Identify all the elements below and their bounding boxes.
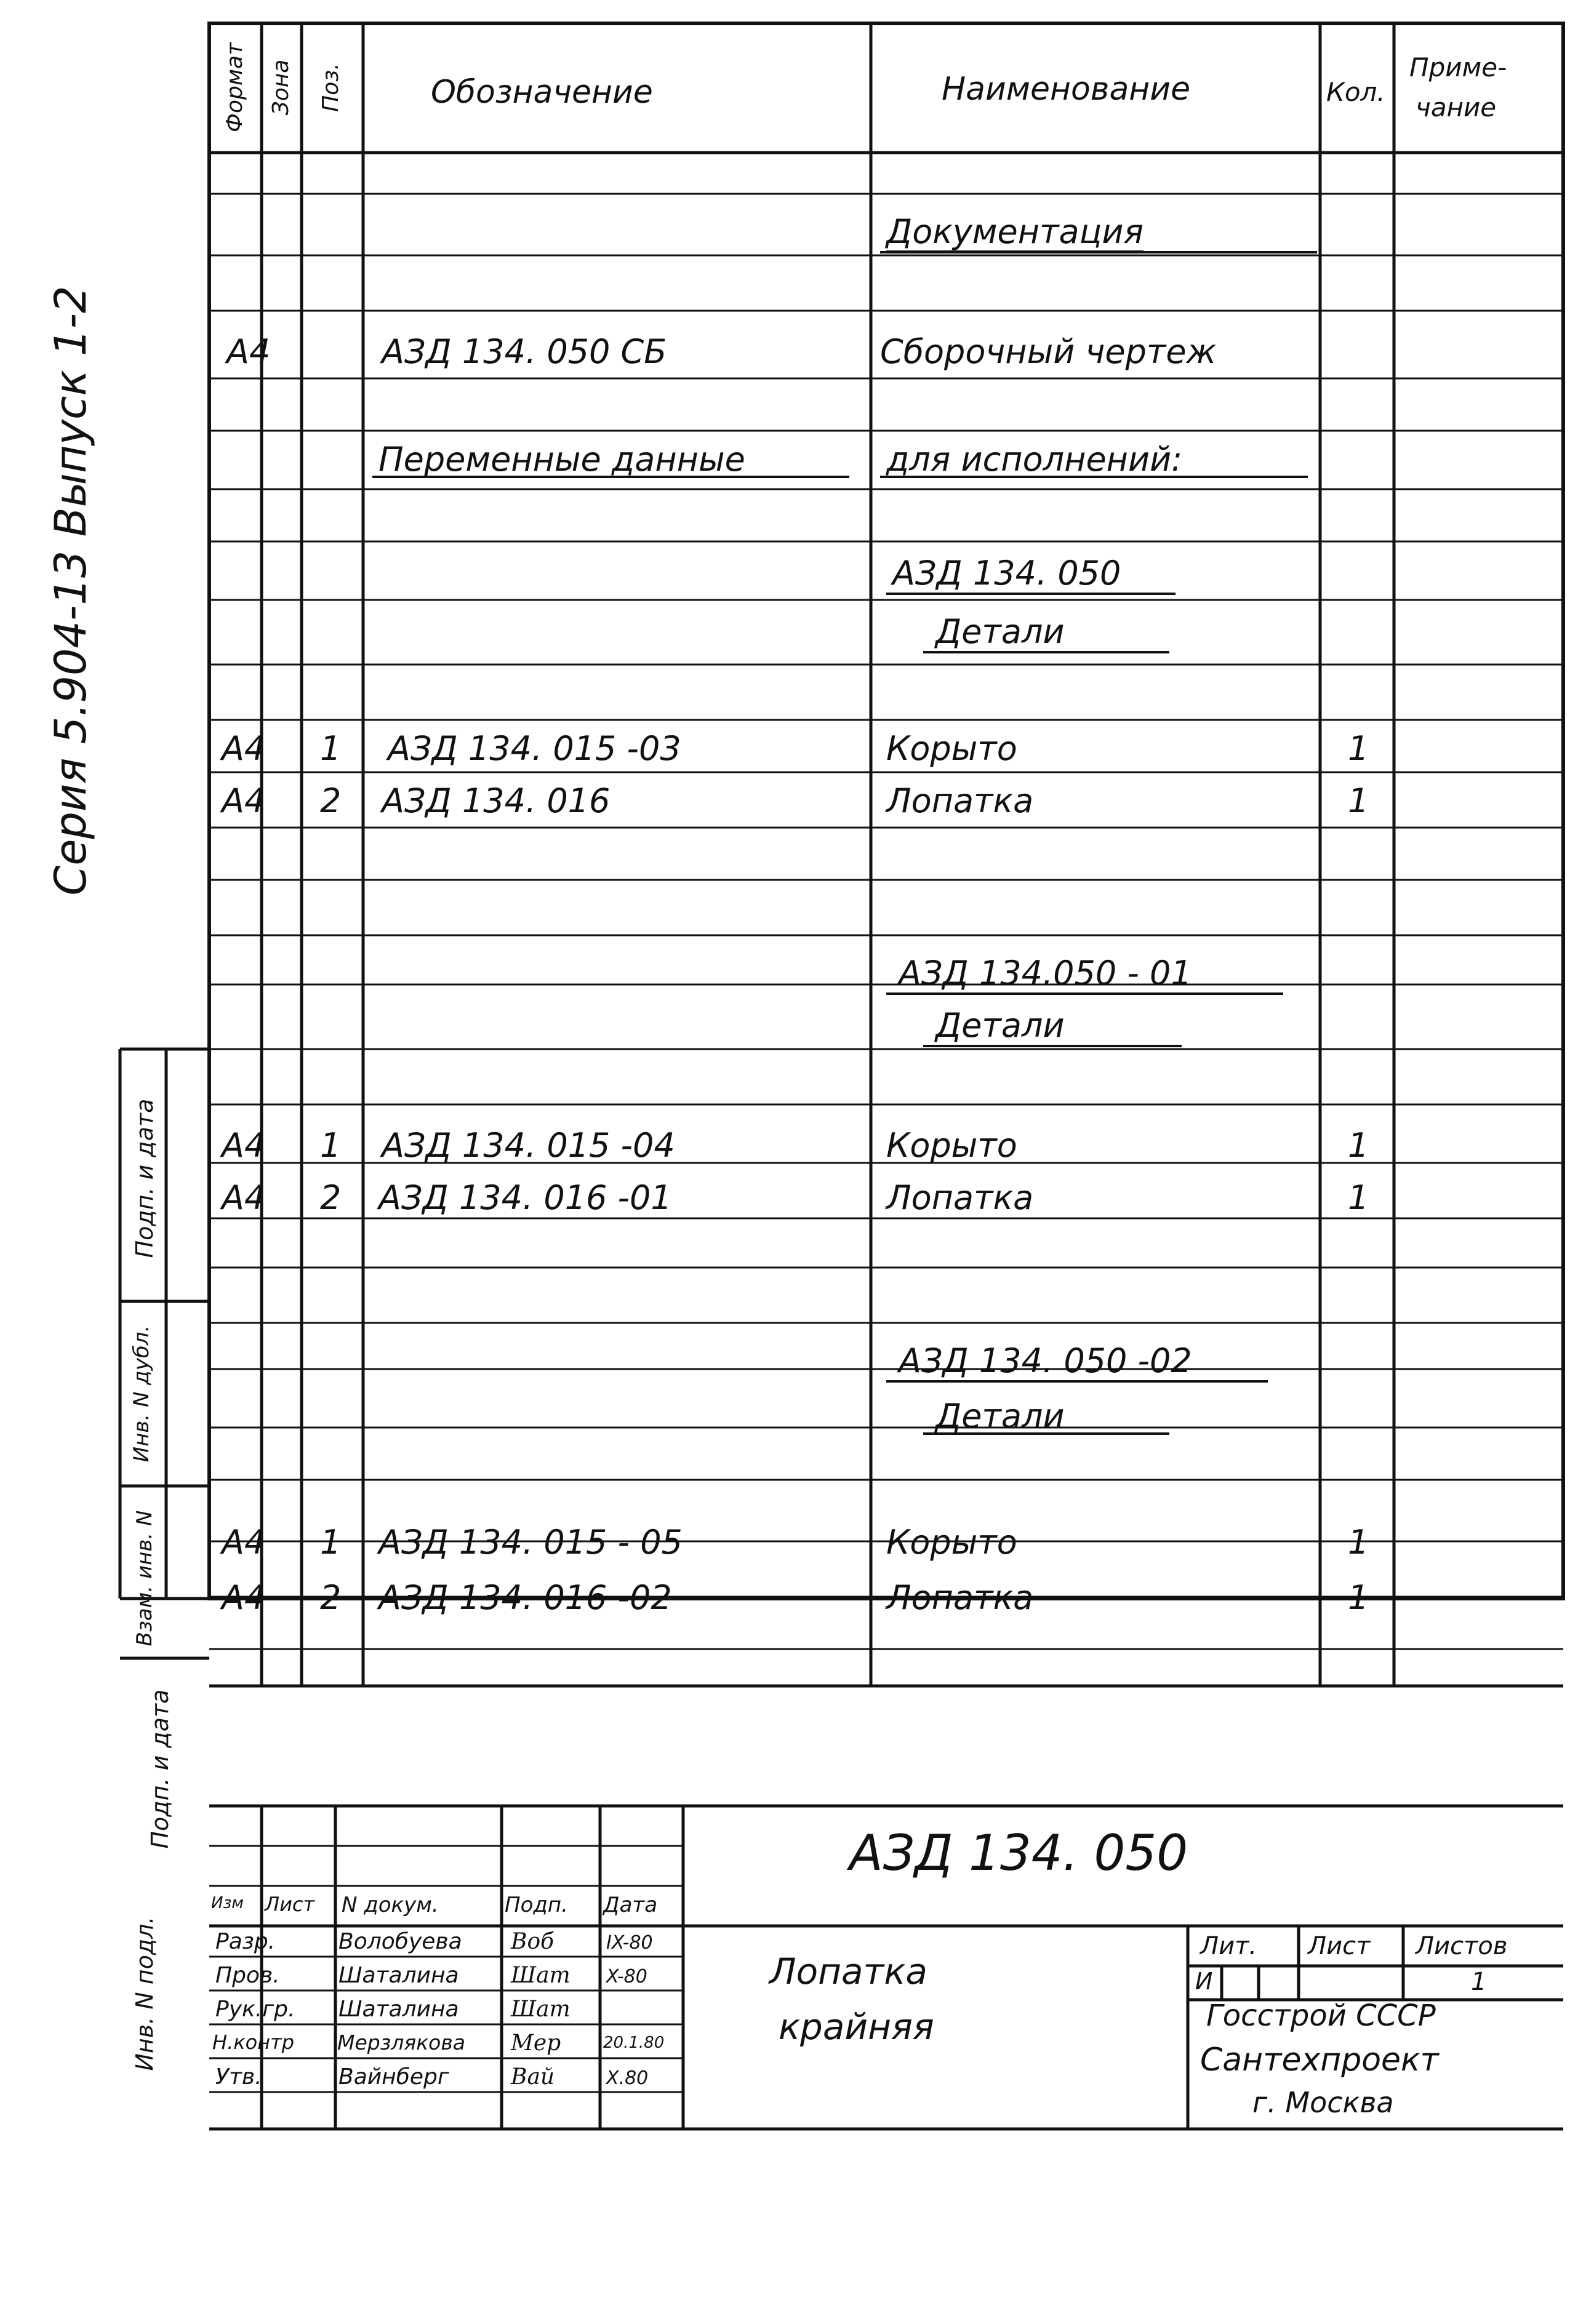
person-sign: Шат	[511, 1963, 571, 1988]
doc-designation: АЗД 134. 050 СБ	[382, 332, 667, 371]
org-line-3: г. Москва	[1252, 2086, 1394, 2119]
variant2-r2-designation: АЗД 134. 016 -02	[378, 1578, 672, 1617]
person-role: Рук.гр.	[215, 1997, 295, 2022]
variant1-r2-name: Лопатка	[886, 1178, 1034, 1217]
tb-sheets-label: Листов	[1416, 1932, 1508, 1960]
header-pos: Поз.	[318, 63, 343, 112]
title-line-1: Лопатка	[769, 1951, 927, 1992]
header-note-2: чание	[1416, 92, 1497, 122]
variant2-r2-pos: 2	[320, 1578, 342, 1617]
tb-lit-value: И	[1195, 1968, 1213, 1995]
variant0-r1-designation: АЗД 134. 015 -03	[388, 729, 681, 768]
variant1-title: АЗД 134.050 - 01	[899, 954, 1192, 992]
margin-sign-date-2: Подп. и дата	[146, 1689, 174, 1849]
tb-col-change: Изм	[211, 1894, 244, 1912]
variant0-r1-name: Корыто	[886, 729, 1017, 768]
person-sign: Мер	[511, 2031, 561, 2056]
person-sign: Шат	[511, 1997, 571, 2022]
variant1-r1-name: Корыто	[886, 1126, 1017, 1165]
variant2-r2-qty: 1	[1348, 1578, 1369, 1617]
doc-name: Сборочный чертеж	[880, 332, 1217, 371]
person-sign: Воб	[511, 1929, 555, 1954]
margin-sign-date-1: Подп. и дата	[131, 1098, 158, 1258]
person-date: IX-80	[606, 1932, 653, 1954]
person-name: Мерзлякова	[337, 2031, 466, 2054]
person-role: Пров.	[215, 1963, 280, 1988]
variant1-r1-qty: 1	[1348, 1126, 1369, 1165]
person-name: Волобуева	[338, 1929, 462, 1954]
variant1-r2-pos: 2	[320, 1178, 342, 1217]
margin-swap-inv: Взам. инв. N	[132, 1510, 157, 1647]
person-date: 20.1.80	[603, 2034, 665, 2052]
header-zone: Зона	[268, 59, 294, 116]
heading-underlines	[372, 252, 1317, 1434]
variant1-r2-format: А4	[222, 1178, 266, 1217]
tb-col-docnum: N докум.	[342, 1893, 439, 1917]
header-name: Наименование	[942, 71, 1191, 108]
variant1-r1-format: А4	[222, 1126, 266, 1165]
variant1-r2-qty: 1	[1348, 1178, 1369, 1217]
variant0-r1-format: А4	[222, 729, 266, 768]
variant0-r2-format: А4	[222, 781, 266, 820]
org-line-1: Госстрой СССР	[1206, 1999, 1436, 2033]
variant0-r2-pos: 2	[320, 781, 342, 820]
variant0-sub: Детали	[935, 612, 1065, 651]
margin-inv-no: Инв. N подл.	[131, 1916, 158, 2071]
person-role: Н.контр	[212, 2031, 295, 2054]
variant2-r2-format: А4	[222, 1578, 266, 1617]
section-variable-left: Переменные данные	[378, 440, 745, 479]
tb-sheet-label: Лист	[1308, 1932, 1371, 1960]
variant1-r2-designation: АЗД 134. 016 -01	[378, 1178, 672, 1217]
variant0-r1-qty: 1	[1348, 729, 1369, 768]
margin-inv-dup: Инв. N дубл.	[129, 1325, 154, 1463]
tb-sheets-value: 1	[1471, 1968, 1487, 1996]
header-format: Формат	[222, 42, 247, 133]
variant0-r1-pos: 1	[320, 729, 342, 768]
person-sign: Вай	[511, 2064, 555, 2090]
doc-code: АЗД 134. 050	[849, 1824, 1188, 1882]
variant0-r2-qty: 1	[1348, 781, 1369, 820]
series-label: Серия 5.904-13 Выпуск 1-2	[46, 286, 96, 896]
variant1-r1-designation: АЗД 134. 015 -04	[382, 1126, 675, 1165]
person-role: Утв.	[215, 2064, 262, 2090]
person-role: Разр.	[215, 1929, 276, 1954]
variant0-title: АЗД 134. 050	[892, 554, 1121, 593]
tb-lit-label: Лит.	[1200, 1932, 1257, 1960]
header-qty: Кол.	[1326, 77, 1385, 107]
tb-col-date: Дата	[603, 1893, 658, 1917]
variant2-r1-qty: 1	[1348, 1523, 1369, 1562]
spec-columns	[262, 23, 1394, 1686]
header-note-1: Приме-	[1409, 52, 1507, 82]
variant2-r1-designation: АЗД 134. 015 - 05	[378, 1523, 683, 1562]
variant2-r1-name: Корыто	[886, 1523, 1017, 1562]
person-name: Шаталина	[338, 1997, 459, 2022]
doc-format: А4	[226, 332, 271, 371]
person-date: X-80	[606, 1966, 647, 1987]
variant1-sub: Детали	[935, 1006, 1065, 1045]
section-documentation: Документация	[886, 212, 1143, 251]
variant2-sub: Детали	[935, 1397, 1065, 1436]
tb-col-sign: Подп.	[505, 1893, 568, 1917]
variant1-r1-pos: 1	[320, 1126, 342, 1165]
org-line-2: Сантехпроект	[1200, 2042, 1439, 2078]
variant2-r2-name: Лопатка	[886, 1578, 1034, 1617]
person-name: Вайнберг	[338, 2064, 449, 2090]
person-date: Х.80	[606, 2067, 649, 2089]
spec-row-lines	[209, 194, 1563, 1686]
title-line-2: крайняя	[779, 2006, 934, 2048]
tb-col-sheet: Лист	[265, 1893, 315, 1916]
variant0-r2-designation: АЗД 134. 016	[382, 781, 611, 820]
variant2-r1-format: А4	[222, 1523, 266, 1562]
header-designation: Обозначение	[431, 74, 653, 111]
person-name: Шаталина	[338, 1963, 459, 1988]
variant2-title: АЗД 134. 050 -02	[899, 1341, 1192, 1380]
variant2-r1-pos: 1	[320, 1523, 342, 1562]
section-variable-right: для исполнений:	[886, 440, 1183, 479]
variant0-r2-name: Лопатка	[886, 781, 1034, 820]
